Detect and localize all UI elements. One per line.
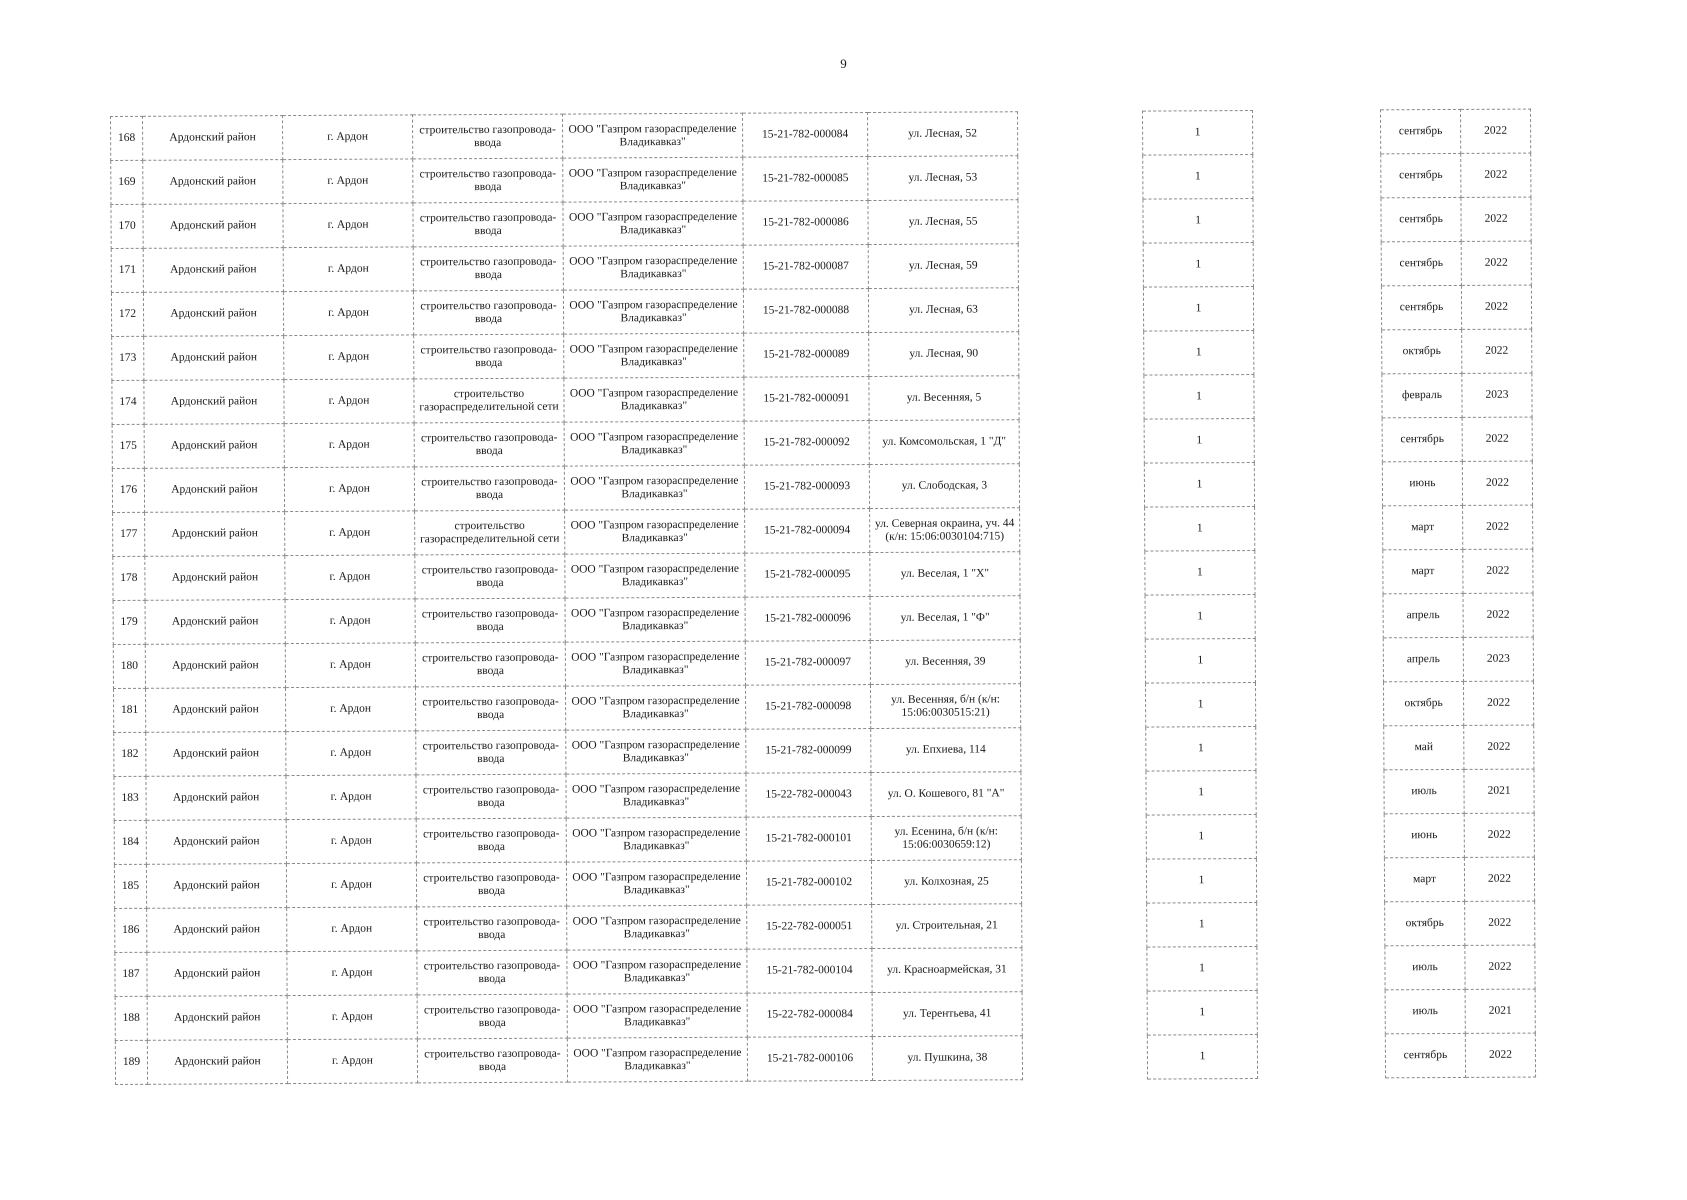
quantity-cell: 1 [1147,1035,1257,1080]
registry-code-cell: 15-21-782-000106 [747,1037,872,1082]
address-cell: ул. Епхиева, 114 [871,728,1021,773]
registry-code-cell: 15-21-782-000086 [743,201,868,246]
row-number-cell: 186 [115,908,147,952]
registry-code-cell: 15-21-782-000104 [747,949,872,994]
empty-cell [1022,1035,1147,1080]
district-cell: Ардонский район [144,336,284,381]
address-cell: ул. Лесная, 59 [868,244,1018,289]
empty-cell [1257,902,1385,947]
quantity-cell: 1 [1147,991,1257,1036]
empty-cell [1256,770,1384,815]
organization-cell: ООО "Газпром газораспределение Владикавказ" [567,993,747,1038]
month-cell: сентябрь [1385,1033,1465,1077]
work-type-cell: строительство газопровода-ввода [415,642,565,687]
organization-cell: ООО "Газпром газораспределение Владикавказ" [563,289,743,334]
table-row [113,637,1533,688]
quantity-cell: 1 [1143,199,1253,244]
table-row [112,373,1532,424]
empty-cell [1255,506,1383,551]
empty-cell [1257,990,1385,1035]
registry-code-cell: 15-21-782-000084 [742,113,867,158]
city-cell: г. Ардон [284,379,414,424]
organization-cell: ООО "Газпром газораспределение Владикавказ" [565,641,745,686]
organization-cell: ООО "Газпром газораспределение Владикавказ" [564,333,744,378]
table-row [111,197,1531,248]
organization-cell: ООО "Газпром газораспределение Владикавказ" [567,949,747,994]
row-number-cell: 171 [111,248,143,292]
registry-code-cell: 15-22-782-000043 [746,773,871,818]
month-cell: июнь [1384,813,1464,857]
row-number-cell: 180 [113,644,145,688]
work-type-cell: строительство газопровода-ввода [415,686,565,731]
row-number-cell: 169 [111,160,143,204]
district-cell: Ардонский район [143,292,283,337]
registry-code-cell: 15-21-782-000096 [745,597,870,642]
table-row [111,109,1531,160]
empty-cell [1255,594,1383,639]
organization-cell: ООО "Газпром газораспределение Владикавказ" [562,113,742,158]
month-cell: февраль [1382,373,1462,417]
district-cell: Ардонский район [146,864,286,909]
year-cell: 2021 [1464,769,1534,813]
address-cell: ул. Лесная, 55 [868,200,1018,245]
table-row [111,241,1531,292]
quantity-cell: 1 [1145,551,1255,596]
empty-cell [1257,1034,1385,1079]
organization-cell: ООО "Газпром газораспределение Владикавказ" [567,1037,747,1082]
district-cell: Ардонский район [147,952,287,997]
address-cell: ул. Лесная, 63 [868,288,1018,333]
year-cell: 2022 [1461,197,1531,241]
registry-sheet [110,109,1535,1085]
registry-table [110,109,1536,1085]
table-row [115,901,1535,952]
year-cell: 2022 [1465,945,1535,989]
work-type-cell: строительство газопровода-ввода [413,290,563,335]
address-cell: ул. Терентьева, 41 [872,992,1022,1037]
month-cell: октябрь [1385,901,1465,945]
address-cell: ул. Комсомольская, 1 "Д" [869,420,1019,465]
month-cell: сентябрь [1382,417,1462,461]
row-number-cell: 183 [114,776,146,820]
month-cell: май [1384,725,1464,769]
month-cell: сентябрь [1380,109,1460,153]
empty-cell [1021,815,1146,860]
quantity-cell: 1 [1142,111,1252,156]
table-row [114,857,1534,908]
city-cell: г. Ардон [283,203,413,248]
city-cell: г. Ардон [285,599,415,644]
table-row [111,285,1531,336]
address-cell: ул. Строительная, 21 [872,904,1022,949]
district-cell: Ардонский район [146,776,286,821]
organization-cell: ООО "Газпром газораспределение Владикавказ" [565,685,745,730]
empty-cell [1019,375,1144,420]
registry-rows [111,109,1536,1084]
empty-cell [1020,507,1145,552]
registry-code-cell: 15-21-782-000097 [745,641,870,686]
empty-cell [1255,550,1383,595]
organization-cell: ООО "Газпром газораспределение Владикавказ" [563,245,743,290]
empty-cell [1254,374,1382,419]
quantity-cell: 1 [1147,903,1257,948]
city-cell: г. Ардон [284,335,414,380]
table-row [111,153,1531,204]
row-number-cell: 188 [115,996,147,1040]
year-cell: 2022 [1462,417,1532,461]
empty-cell [1017,111,1142,156]
empty-cell [1019,419,1144,464]
address-cell: ул. Веселая, 1 "Х" [870,552,1020,597]
city-cell: г. Ардон [287,1039,417,1084]
year-cell: 2022 [1465,1033,1535,1077]
registry-code-cell: 15-21-782-000101 [746,817,871,862]
year-cell: 2022 [1462,329,1532,373]
registry-code-cell: 15-21-782-000092 [744,421,869,466]
registry-code-cell: 15-21-782-000098 [745,685,870,730]
table-row [115,989,1535,1040]
organization-cell: ООО "Газпром газораспределение Владикавказ" [564,377,744,422]
organization-cell: ООО "Газпром газораспределение Владикавказ" [564,465,744,510]
quantity-cell: 1 [1146,727,1256,772]
month-cell: октябрь [1383,681,1463,725]
quantity-cell: 1 [1144,375,1254,420]
page-number: 9 [840,56,847,71]
empty-cell [1021,771,1146,816]
district-cell: Ардонский район [147,1040,287,1085]
organization-cell: ООО "Газпром газораспределение Владикавказ" [566,817,746,862]
month-cell: июнь [1382,461,1462,505]
work-type-cell: строительство газораспределительной сети [414,378,564,423]
city-cell: г. Ардон [287,951,417,996]
empty-cell [1020,683,1145,728]
year-cell: 2022 [1463,549,1533,593]
table-row [115,1033,1535,1084]
year-cell: 2023 [1463,637,1533,681]
city-cell: г. Ардон [285,643,415,688]
district-cell: Ардонский район [145,512,285,557]
quantity-cell: 1 [1146,859,1256,904]
work-type-cell: строительство газопровода-ввода [417,1038,567,1083]
quantity-cell: 1 [1144,463,1254,508]
year-cell: 2021 [1465,989,1535,1033]
year-cell: 2022 [1461,241,1531,285]
address-cell: ул. Лесная, 90 [869,332,1019,377]
month-cell: июль [1385,945,1465,989]
address-cell: ул. О. Кошевого, 81 "А" [871,772,1021,817]
district-cell: Ардонский район [143,116,283,161]
work-type-cell: строительство газопровода-ввода [416,818,566,863]
table-row [115,945,1535,996]
quantity-cell: 1 [1146,771,1256,816]
empty-cell [1257,946,1385,991]
empty-cell [1256,726,1384,771]
month-cell: июль [1385,989,1465,1033]
quantity-cell: 1 [1145,507,1255,552]
registry-code-cell: 15-21-782-000095 [745,553,870,598]
empty-cell [1022,991,1147,1036]
table-row [114,769,1534,820]
row-number-cell: 176 [112,468,144,512]
work-type-cell: строительство газопровода-ввода [415,598,565,643]
district-cell: Ардонский район [143,160,283,205]
registry-code-cell: 15-21-782-000093 [744,465,869,510]
empty-cell [1019,463,1144,508]
quantity-cell: 1 [1144,331,1254,376]
city-cell: г. Ардон [283,291,413,336]
registry-code-cell: 15-22-782-000051 [747,905,872,950]
organization-cell: ООО "Газпром газораспределение Владикавказ" [563,201,743,246]
quantity-cell: 1 [1143,287,1253,332]
row-number-cell: 177 [113,512,145,556]
quantity-cell: 1 [1143,155,1253,200]
table-row [113,593,1533,644]
year-cell: 2022 [1464,813,1534,857]
month-cell: апрель [1383,593,1463,637]
address-cell: ул. Северная окраина, уч. 44 (к/н: 15:06:0030104:715) [870,508,1020,553]
empty-cell [1254,418,1382,463]
empty-cell [1254,330,1382,375]
district-cell: Ардонский район [144,468,284,513]
empty-cell [1253,286,1381,331]
city-cell: г. Ардон [285,555,415,600]
empty-cell [1020,639,1145,684]
address-cell: ул. Колхозная, 25 [871,860,1021,905]
work-type-cell: строительство газопровода-ввода [412,114,562,159]
district-cell: Ардонский район [144,380,284,425]
city-cell: г. Ардон [286,863,416,908]
address-cell: ул. Есенина, б/н (к/н: 15:06:0030659:12) [871,816,1021,861]
organization-cell: ООО "Газпром газораспределение Владикавказ" [565,553,745,598]
year-cell: 2022 [1463,593,1533,637]
empty-cell [1255,638,1383,683]
work-type-cell: строительство газопровода-ввода [417,950,567,995]
work-type-cell: строительство газопровода-ввода [416,774,566,819]
row-number-cell: 182 [114,732,146,776]
work-type-cell: строительство газопровода-ввода [414,334,564,379]
district-cell: Ардонский район [147,996,287,1041]
empty-cell [1021,727,1146,772]
city-cell: г. Ардон [283,247,413,292]
city-cell: г. Ардон [284,467,414,512]
empty-cell [1018,287,1143,332]
month-cell: март [1383,549,1463,593]
empty-cell [1018,243,1143,288]
row-number-cell: 185 [114,864,146,908]
district-cell: Ардонский район [143,204,283,249]
empty-cell [1253,242,1381,287]
address-cell: ул. Пушкина, 38 [872,1036,1022,1081]
row-number-cell: 189 [115,1040,147,1084]
district-cell: Ардонский район [147,908,287,953]
city-cell: г. Ардон [287,907,417,952]
address-cell: ул. Весенняя, б/н (к/н: 15:06:0030515:21) [870,684,1020,729]
empty-cell [1255,682,1383,727]
address-cell: ул. Лесная, 53 [868,156,1018,201]
registry-code-cell: 15-21-782-000088 [743,289,868,334]
quantity-cell: 1 [1145,683,1255,728]
district-cell: Ардонский район [145,644,285,689]
row-number-cell: 181 [113,688,145,732]
registry-code-cell: 15-21-782-000085 [743,157,868,202]
year-cell: 2023 [1462,373,1532,417]
quantity-cell: 1 [1145,639,1255,684]
registry-code-cell: 15-21-782-000099 [746,729,871,774]
quantity-cell: 1 [1144,419,1254,464]
district-cell: Ардонский район [146,820,286,865]
year-cell: 2022 [1461,285,1531,329]
organization-cell: ООО "Газпром газораспределение Владикавказ" [566,729,746,774]
registry-code-cell: 15-21-782-000102 [746,861,871,906]
city-cell: г. Ардон [286,819,416,864]
organization-cell: ООО "Газпром газораспределение Владикавказ" [567,905,747,950]
month-cell: сентябрь [1381,241,1461,285]
address-cell: ул. Веселая, 1 "Ф" [870,596,1020,641]
table-row [113,681,1533,732]
empty-cell [1022,903,1147,948]
city-cell: г. Ардон [283,159,413,204]
month-cell: март [1383,505,1463,549]
organization-cell: ООО "Газпром газораспределение Владикавказ" [563,157,743,202]
year-cell: 2022 [1460,109,1530,153]
year-cell: 2022 [1463,505,1533,549]
organization-cell: ООО "Газпром газораспределение Владикавказ" [566,773,746,818]
row-number-cell: 174 [112,380,144,424]
empty-cell [1256,858,1384,903]
table-row [114,813,1534,864]
district-cell: Ардонский район [145,600,285,645]
address-cell: ул. Слободская, 3 [869,464,1019,509]
district-cell: Ардонский район [145,688,285,733]
table-row [112,329,1532,380]
month-cell: июль [1384,769,1464,813]
empty-cell [1252,110,1380,155]
work-type-cell: строительство газопровода-ввода [413,246,563,291]
organization-cell: ООО "Газпром газораспределение Владикавказ" [564,421,744,466]
year-cell: 2022 [1462,461,1532,505]
work-type-cell: строительство газопровода-ввода [417,906,567,951]
quantity-cell: 1 [1147,947,1257,992]
city-cell: г. Ардон [286,731,416,776]
address-cell: ул. Лесная, 52 [867,112,1017,157]
row-number-cell: 184 [114,820,146,864]
work-type-cell: строительство газопровода-ввода [417,994,567,1039]
table-row [113,505,1533,556]
organization-cell: ООО "Газпром газораспределение Владикавказ" [565,509,745,554]
registry-code-cell: 15-21-782-000087 [743,245,868,290]
empty-cell [1018,199,1143,244]
address-cell: ул. Весенняя, 5 [869,376,1019,421]
address-cell: ул. Весенняя, 39 [870,640,1020,685]
table-row [114,725,1534,776]
row-number-cell: 179 [113,600,145,644]
quantity-cell: 1 [1145,595,1255,640]
organization-cell: ООО "Газпром газораспределение Владикавказ" [565,597,745,642]
address-cell: ул. Красноармейская, 31 [872,948,1022,993]
work-type-cell: строительство газопровода-ввода [413,158,563,203]
quantity-cell: 1 [1143,243,1253,288]
row-number-cell: 187 [115,952,147,996]
work-type-cell: строительство газопровода-ввода [416,730,566,775]
row-number-cell: 173 [112,336,144,380]
empty-cell [1020,595,1145,640]
year-cell: 2022 [1464,725,1534,769]
empty-cell [1018,155,1143,200]
row-number-cell: 178 [113,556,145,600]
empty-cell [1019,331,1144,376]
month-cell: октябрь [1382,329,1462,373]
table-row [112,461,1532,512]
empty-cell [1254,462,1382,507]
registry-code-cell: 15-21-782-000089 [744,333,869,378]
empty-cell [1256,814,1384,859]
city-cell: г. Ардон [285,511,415,556]
work-type-cell: строительство газопровода-ввода [415,554,565,599]
work-type-cell: строительство газопровода-ввода [414,466,564,511]
district-cell: Ардонский район [143,248,283,293]
registry-code-cell: 15-22-782-000084 [747,993,872,1038]
table-row [113,549,1533,600]
year-cell: 2022 [1465,901,1535,945]
year-cell: 2022 [1463,681,1533,725]
year-cell: 2022 [1464,857,1534,901]
district-cell: Ардонский район [144,424,284,469]
row-number-cell: 168 [111,116,143,160]
table-row [112,417,1532,468]
district-cell: Ардонский район [146,732,286,777]
work-type-cell: строительство газопровода-ввода [414,422,564,467]
city-cell: г. Ардон [285,687,415,732]
empty-cell [1253,198,1381,243]
work-type-cell: строительство газопровода-ввода [416,862,566,907]
year-cell: 2022 [1461,153,1531,197]
registry-code-cell: 15-21-782-000094 [745,509,870,554]
empty-cell [1022,947,1147,992]
empty-cell [1021,859,1146,904]
city-cell: г. Ардон [283,115,413,160]
district-cell: Ардонский район [145,556,285,601]
city-cell: г. Ардон [284,423,414,468]
row-number-cell: 170 [111,204,143,248]
month-cell: сентябрь [1381,153,1461,197]
row-number-cell: 175 [112,424,144,468]
city-cell: г. Ардон [286,775,416,820]
organization-cell: ООО "Газпром газораспределение Владикавказ" [566,861,746,906]
row-number-cell: 172 [111,292,143,336]
empty-cell [1253,154,1381,199]
month-cell: сентябрь [1381,197,1461,241]
month-cell: сентябрь [1381,285,1461,329]
city-cell: г. Ардон [287,995,417,1040]
work-type-cell: строительство газораспределительной сети [415,510,565,555]
work-type-cell: строительство газопровода-ввода [413,202,563,247]
registry-code-cell: 15-21-782-000091 [744,377,869,422]
month-cell: март [1384,857,1464,901]
empty-cell [1020,551,1145,596]
month-cell: апрель [1383,637,1463,681]
quantity-cell: 1 [1146,815,1256,860]
